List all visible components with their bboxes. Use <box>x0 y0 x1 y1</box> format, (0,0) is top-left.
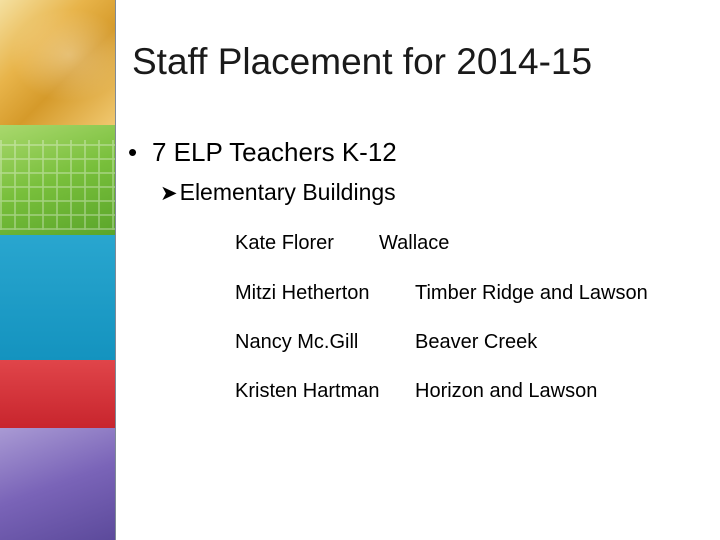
building-name: Timber Ridge and Lawson <box>415 282 648 304</box>
building-name: Wallace <box>379 232 450 254</box>
sub-bullet-elementary <box>160 176 396 210</box>
hand-photo-highlight <box>0 10 115 110</box>
teacher-name: Kate Florer <box>235 232 334 254</box>
arrow-bullet-icon: ➤ <box>160 182 178 205</box>
slide-title: Staff Placement for 2014-15 <box>132 41 593 82</box>
sub-bullet-text: Elementary Buildings <box>179 179 396 205</box>
purple-photo-band <box>0 428 115 540</box>
teacher-name: Mitzi Hetherton <box>235 282 370 304</box>
blue-color-band <box>0 235 115 360</box>
teacher-name: Nancy Mc.Gill <box>235 331 359 353</box>
building-name: Beaver Creek <box>415 331 538 353</box>
decorative-side-strip <box>0 0 116 540</box>
building-name: Horizon and Lawson <box>415 380 598 402</box>
bullet-teachers <box>128 134 397 170</box>
teacher-name: Kristen Hartman <box>235 380 380 402</box>
red-color-band <box>0 360 115 428</box>
bullet-text: 7 ELP Teachers K-12 <box>152 137 397 167</box>
bullet-icon: • <box>128 137 138 167</box>
keyboard-keys-texture <box>0 140 115 230</box>
